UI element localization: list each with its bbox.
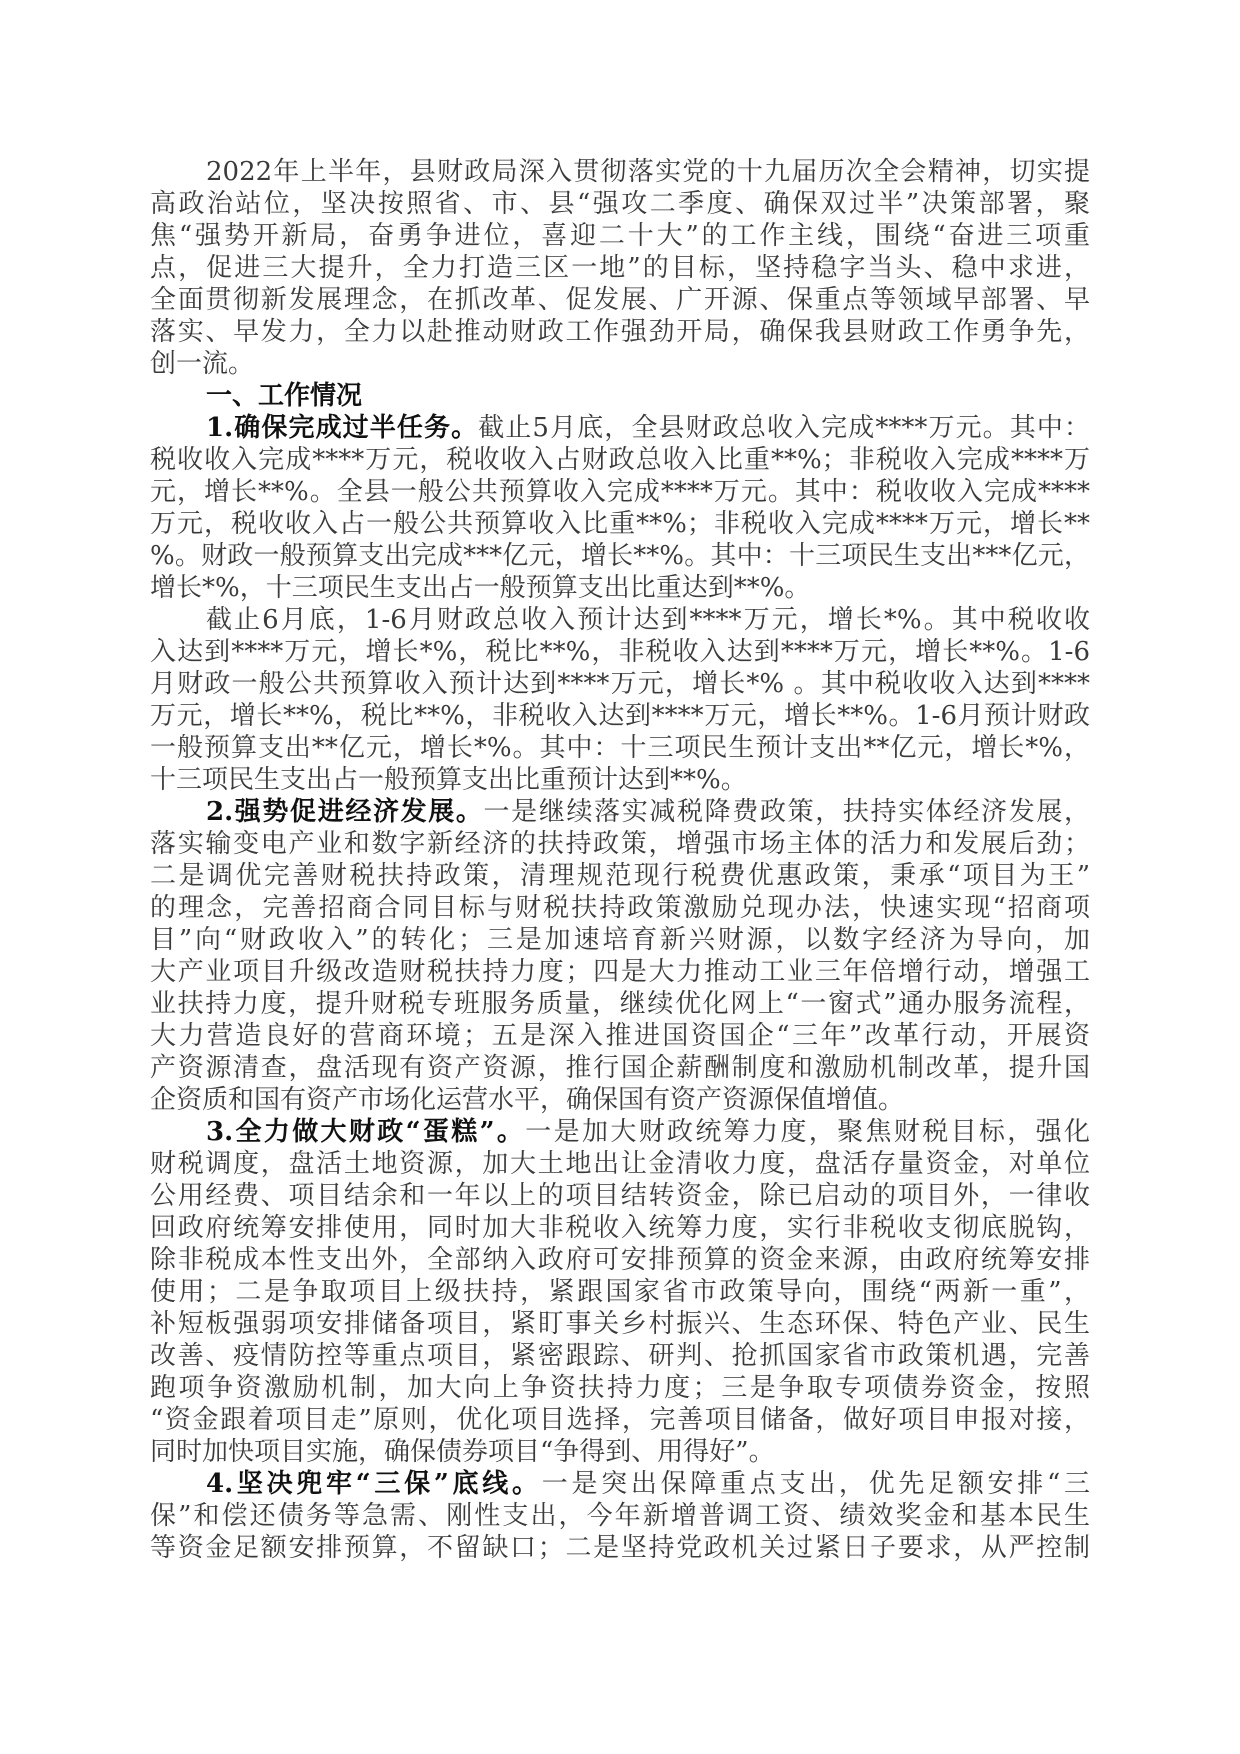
text-line bbox=[150, 988, 1090, 1020]
line-text: 的理念，完善招商合同目标与财税扶持政策激励兑现办法，快速实现“招商项 bbox=[150, 893, 1090, 923]
text-line bbox=[150, 1340, 1090, 1372]
text-line bbox=[150, 220, 1090, 252]
text-line bbox=[150, 1500, 1090, 1532]
line-text: 全面贯彻新发展理念，在抓改革、促发展、广开源、保重点等领域早部署、早 bbox=[150, 285, 1090, 315]
line-text: 十三项民生支出占一般预算支出比重预计达到**%。 bbox=[150, 765, 747, 795]
text-line bbox=[150, 1436, 1090, 1468]
text-line bbox=[150, 156, 1090, 188]
section-heading bbox=[150, 380, 1090, 412]
line-text: 2022年上半年，县财政局深入贯彻落实党的十九届历次全会精神，切实提 bbox=[206, 157, 1090, 187]
line-text: 补短板强弱项安排储备项目，紧盯事关乡村振兴、生态环保、特色产业、民生 bbox=[150, 1309, 1090, 1339]
line-text: 万元，税收收入占一般公共预算收入比重**%；非税收入完成****万元，增长** bbox=[150, 509, 1090, 539]
text-line bbox=[150, 1244, 1090, 1276]
text-line bbox=[150, 732, 1090, 764]
line-text: 焦“强势开新局，奋勇争进位，喜迎二十大”的工作主线，围绕“奋进三项重 bbox=[150, 221, 1090, 251]
line-text: 财税调度，盘活土地资源，加大土地出让金清收力度，盘活存量资金，对单位 bbox=[150, 1149, 1090, 1179]
paragraph-lead: 1.确保完成过半任务。 bbox=[206, 413, 479, 443]
line-text: 使用；二是争取项目上级扶持，紧跟国家省市政策导向，围绕“两新一重”， bbox=[150, 1277, 1090, 1307]
text-line bbox=[150, 348, 1090, 380]
paragraph bbox=[150, 412, 1090, 604]
line-text: “资金跟着项目走”原则，优化项目选择，完善项目储备，做好项目申报对接， bbox=[150, 1405, 1090, 1435]
line-text: 二是调优完善财税扶持政策，清理规范现行税费优惠政策，秉承“项目为王” bbox=[150, 861, 1090, 891]
line-text: 元，增长**%。全县一般公共预算收入完成****万元。其中：税收收入完成**** bbox=[150, 477, 1090, 507]
text-line bbox=[150, 1308, 1090, 1340]
paragraph bbox=[150, 1468, 1090, 1564]
paragraph bbox=[150, 156, 1090, 380]
text-line bbox=[150, 636, 1090, 668]
text-line bbox=[150, 1180, 1090, 1212]
text-line bbox=[150, 252, 1090, 284]
line-text: 月财政一般公共预算收入预计达到****万元，增长*% 。其中税收收入达到**** bbox=[150, 669, 1090, 699]
text-line bbox=[150, 1052, 1090, 1084]
line-text: 目”向“财政收入”的转化；三是加速培育新兴财源，以数字经济为导向，加 bbox=[150, 925, 1090, 955]
line-text: 大力营造良好的营商环境；五是深入推进国资国企“三年”改革行动，开展资 bbox=[150, 1021, 1090, 1051]
line-text: 一是继续落实减税降费政策，扶持实体经济发展， bbox=[483, 797, 1090, 827]
text-line bbox=[150, 476, 1090, 508]
text-line bbox=[150, 1372, 1090, 1404]
line-text: 一般预算支出**亿元，增长*%。其中：十三项民生预计支出**亿元，增长*%， bbox=[150, 733, 1090, 763]
line-text: 产资源清查，盘活现有资产资源，推行国企薪酬制度和激励机制改革，提升国 bbox=[150, 1053, 1090, 1083]
line-text: 落实输变电产业和数字新经济的扶持政策，增强市场主体的活力和发展后劲； bbox=[150, 829, 1090, 859]
text-line bbox=[150, 1084, 1090, 1116]
text-line bbox=[150, 860, 1090, 892]
text-line bbox=[150, 700, 1090, 732]
line-text: 同时加快项目实施，确保债券项目“争得到、用得好”。 bbox=[150, 1437, 775, 1467]
text-line bbox=[150, 316, 1090, 348]
text-line bbox=[150, 1404, 1090, 1436]
text-line bbox=[150, 572, 1090, 604]
line-text: 一是突出保障重点支出，优先足额安排“三 bbox=[541, 1469, 1090, 1499]
text-line bbox=[150, 284, 1090, 316]
document-page bbox=[150, 156, 1090, 1564]
text-line bbox=[150, 1148, 1090, 1180]
text-line bbox=[150, 1212, 1090, 1244]
line-text: 一、工作情况 bbox=[206, 381, 363, 411]
line-text: 跑项争资激励机制，加大向上争资扶持力度；三是争取专项债券资金，按照 bbox=[150, 1373, 1090, 1403]
text-line bbox=[150, 1532, 1090, 1564]
paragraph bbox=[150, 1116, 1090, 1468]
line-text: 截止6月底，1-6月财政总收入预计达到****万元，增长*%。其中税收收 bbox=[206, 605, 1090, 635]
line-text: 增长*%，十三项民生支出占一般预算支出比重达到**%。 bbox=[150, 573, 811, 603]
text-line bbox=[150, 508, 1090, 540]
text-line bbox=[150, 892, 1090, 924]
line-text: 公用经费、项目结余和一年以上的项目结转资金，除已启动的项目外，一律收 bbox=[150, 1181, 1090, 1211]
text-line bbox=[150, 764, 1090, 796]
line-text: %。财政一般预算支出完成***亿元，增长**%。其中：十三项民生支出***亿元， bbox=[150, 541, 1090, 571]
text-line bbox=[150, 540, 1090, 572]
text-line bbox=[150, 668, 1090, 700]
text-line bbox=[150, 604, 1090, 636]
text-line bbox=[150, 1116, 1090, 1148]
line-text: 落实、早发力，全力以赴推动财政工作强劲开局，确保我县财政工作勇争先， bbox=[150, 317, 1090, 347]
text-line bbox=[150, 1020, 1090, 1052]
line-text: 保”和偿还债务等急需、刚性支出，今年新增普调工资、绩效奖金和基本民生 bbox=[150, 1501, 1090, 1531]
line-text: 入达到****万元，增长*%，税比**%，非税收入达到****万元，增长**%。1-6 bbox=[150, 637, 1090, 667]
line-text: 改善、疫情防控等重点项目，紧密跟踪、研判、抢抓国家省市政策机遇，完善 bbox=[150, 1341, 1090, 1371]
paragraph bbox=[150, 796, 1090, 1116]
line-text: 业扶持力度，提升财税专班服务质量，继续优化网上“一窗式”通办服务流程， bbox=[150, 989, 1090, 1019]
text-line bbox=[150, 1276, 1090, 1308]
text-line bbox=[150, 1468, 1090, 1500]
line-text: 高政治站位，坚决按照省、市、县“强攻二季度、确保双过半”决策部署，聚 bbox=[150, 189, 1090, 219]
text-line bbox=[150, 412, 1090, 444]
paragraph-lead: 3.全力做大财政“蛋糕”。 bbox=[206, 1117, 526, 1147]
paragraph bbox=[150, 604, 1090, 796]
line-text: 除非税成本性支出外，全部纳入政府可安排预算的资金来源，由政府统筹安排 bbox=[150, 1245, 1090, 1275]
text-line bbox=[150, 796, 1090, 828]
line-text: 万元，增长**%，税比**%，非税收入达到****万元，增长**%。1-6月预计财政 bbox=[150, 701, 1090, 731]
paragraph-lead: 2.强势促进经济发展。 bbox=[206, 797, 484, 827]
text-line bbox=[150, 956, 1090, 988]
text-line bbox=[150, 188, 1090, 220]
line-text: 创一流。 bbox=[150, 349, 255, 379]
text-line bbox=[150, 444, 1090, 476]
line-text: 税收收入完成****万元，税收收入占财政总收入比重**%；非税收入完成****万 bbox=[150, 445, 1090, 475]
line-text: 一是加大财政统筹力度，聚焦财税目标，强化 bbox=[525, 1117, 1090, 1147]
line-text: 企资质和国有资产市场化运营水平，确保国有资产资源保值增值。 bbox=[150, 1085, 905, 1115]
line-text: 等资金足额安排预算，不留缺口；二是坚持党政机关过紧日子要求，从严控制 bbox=[150, 1533, 1090, 1563]
line-text: 截止5月底，全县财政总收入完成****万元。其中： bbox=[478, 413, 1090, 443]
line-text: 点，促进三大提升，全力打造三区一地”的目标，坚持稳字当头、稳中求进， bbox=[150, 253, 1090, 283]
line-text: 回政府统筹安排使用，同时加大非税收入统筹力度，实行非税收支彻底脱钩， bbox=[150, 1213, 1090, 1243]
paragraph-lead: 4.坚决兜牢“三保”底线。 bbox=[206, 1469, 542, 1499]
text-line bbox=[150, 380, 1090, 412]
line-text: 大产业项目升级改造财税扶持力度；四是大力推动工业三年倍增行动，增强工 bbox=[150, 957, 1090, 987]
text-line bbox=[150, 828, 1090, 860]
text-line bbox=[150, 924, 1090, 956]
